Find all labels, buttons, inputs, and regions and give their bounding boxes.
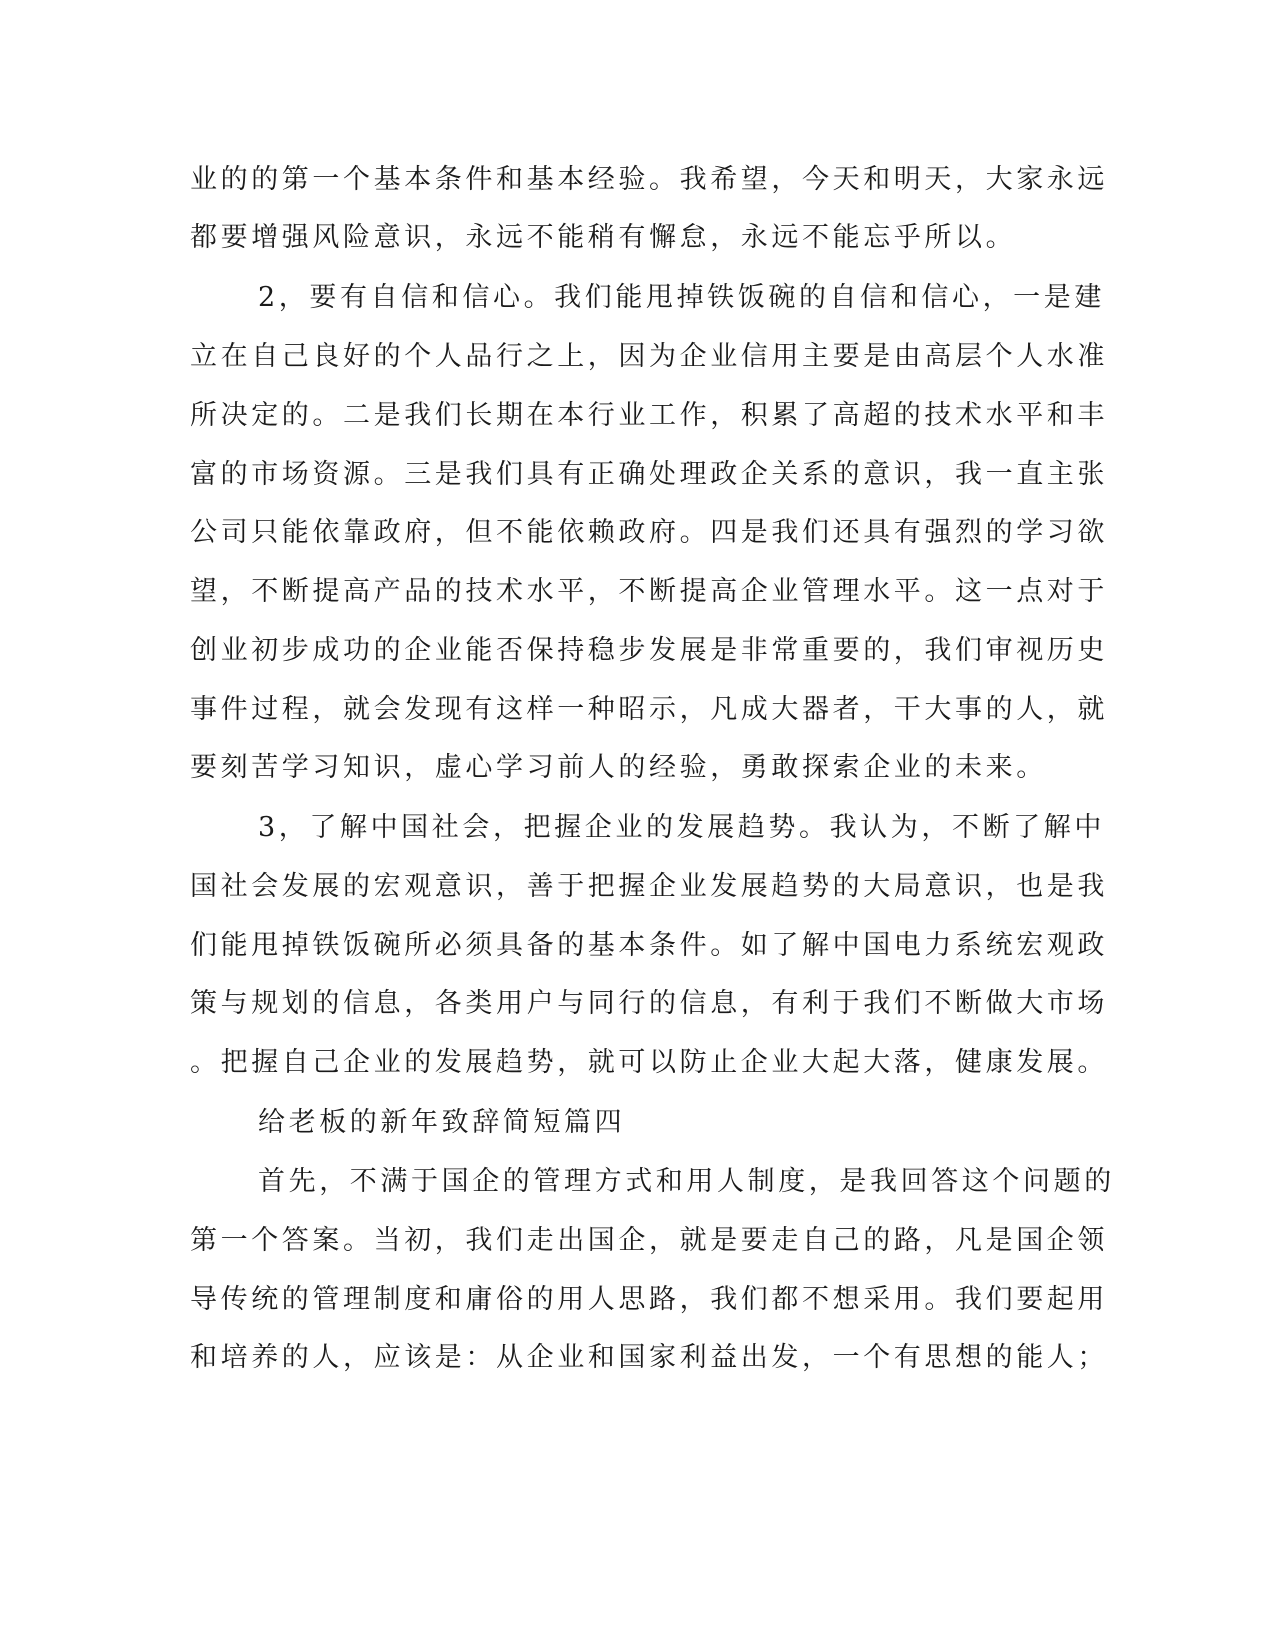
body-text-line: 策与规划的信息，各类用户与同行的信息，有利于我们不断做大市场 — [190, 988, 1108, 1019]
body-text-line: 创业初步成功的企业能否保持稳步发展是非常重要的，我们审视历史 — [190, 635, 1108, 666]
paragraph-first-line: 2，要有自信和信心。我们能甩掉铁饭碗的自信和信心，一是建 — [258, 282, 1105, 313]
section-heading: 给老板的新年致辞简短篇四 — [258, 1107, 626, 1138]
body-text-line: 要刻苦学习知识，虚心学习前人的经验，勇敢探索企业的未来。 — [190, 752, 1047, 783]
body-text-line: 国社会发展的宏观意识，善于把握企业发展趋势的大局意识，也是我 — [190, 871, 1108, 902]
body-text-line: 公司只能依靠政府，但不能依赖政府。四是我们还具有强烈的学习欲 — [190, 517, 1108, 548]
body-text-line: 富的市场资源。三是我们具有正确处理政企关系的意识，我一直主张 — [190, 459, 1108, 490]
body-text-line: 。把握自己企业的发展趋势，就可以防止企业大起大落，健康发展。 — [190, 1047, 1108, 1078]
body-text-line: 所决定的。二是我们长期在本行业工作，积累了高超的技术水平和丰 — [190, 400, 1108, 431]
body-text-line: 们能甩掉铁饭碗所必须具备的基本条件。如了解中国电力系统宏观政 — [190, 930, 1108, 961]
body-text-line: 事件过程，就会发现有这样一种昭示，凡成大器者，干大事的人，就 — [190, 694, 1108, 725]
body-text-line: 望，不断提高产品的技术水平，不断提高企业管理水平。这一点对于 — [190, 576, 1108, 607]
body-text-line: 第一个答案。当初，我们走出国企，就是要走自己的路，凡是国企领 — [190, 1225, 1108, 1256]
body-text-line: 立在自己良好的个人品行之上，因为企业信用主要是由高层个人水准 — [190, 341, 1108, 372]
body-text-line: 业的的第一个基本条件和基本经验。我希望，今天和明天，大家永远 — [190, 164, 1108, 195]
paragraph-first-line: 首先，不满于国企的管理方式和用人制度，是我回答这个问题的 — [258, 1166, 1115, 1197]
body-text-line: 和培养的人，应该是：从企业和国家利益出发，一个有思想的能人； — [190, 1342, 1108, 1373]
body-text-line: 都要增强风险意识，永远不能稍有懈怠，永远不能忘乎所以。 — [190, 222, 1017, 253]
body-text-line: 导传统的管理制度和庸俗的用人思路，我们都不想采用。我们要起用 — [190, 1284, 1108, 1315]
paragraph-first-line: 3，了解中国社会，把握企业的发展趋势。我认为，不断了解中 — [258, 812, 1105, 843]
